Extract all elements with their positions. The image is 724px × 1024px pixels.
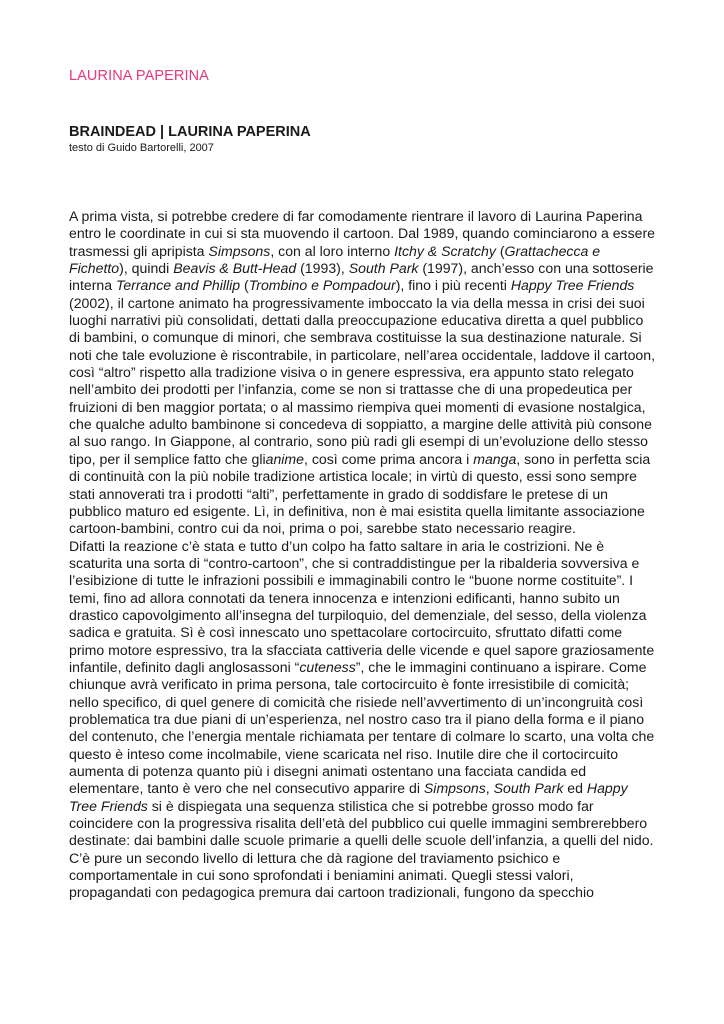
paragraph-text: ,	[485, 780, 494, 797]
italic-title-text: Simpsons	[423, 780, 486, 797]
italic-title-text: Happy Tree Friends	[510, 277, 635, 294]
paragraph-text: ed	[563, 780, 587, 797]
paragraph-text: ), quindi	[119, 260, 174, 277]
italic-title-text: Simpsons	[208, 242, 271, 259]
italic-title-text: Terrance and Phillip	[116, 277, 241, 294]
italic-title-text: Trombino e Pompadour	[248, 277, 396, 294]
italic-title-text: cuteness	[299, 658, 356, 675]
article-byline: testo di Guido Bartorelli, 2007	[69, 142, 214, 154]
paragraph-text: (1997), anch’esso con una sottoserie interna	[69, 260, 654, 294]
paragraph-text: Difatti la reazione c’è stata e tutto d’un colpo ha fatto saltare in aria le costrizioni. Ne è scaturita una sorta di “contro-cartoon”, che si contraddistingue per la ribalderia sovversiva e l’esibizione di tutte le infrazioni possibili e immaginabili contro le “buone norme costituite”. I temi, fino ad allora connotati da tenera innocenza e intenzioni edificanti, hanno subito un drastico capovolgimento all’insegna del turpiloquio, del demenziale, del sesso, della violenza sadica e gratuita. Sì è così innescato uno spettacolare cortocircuito, sfruttato difatti come primo motore espressivo, tra la sfacciata cattiveria delle vicende e quel sapore graziosamente infantile, definito dagli anglosassoni “	[69, 537, 655, 675]
paragraph-text: (1993),	[296, 260, 349, 277]
paragraph-text: ”, che le immagini continuano a ispirare. Come chiunque avrà verificato in prima persona, tale cortocircuito è fonte irresistibile di comicità; nello specifico, di quel genere di comicità che risiede nell’avvertimento di un’incongruità così problematica tra due piani di un’esperienza, nel nostro caso tra il piano della forma e il piano del contenuto, che l’energia mentale richiamata per tentare di colmare lo scarto, una volta che questo è inteso come incolmabile, viene scaricata nel riso. Inutile dire che il cortocircuito aumenta di potenza quanto più i disegni animati ostentano una facciata candida ed elementare, tanto è vero che nel consecutivo apparire di	[69, 658, 655, 797]
italic-title-text: South Park	[348, 260, 419, 277]
article-paragraph	[69, 208, 657, 538]
paragraph-text: , così come prima ancora i	[304, 450, 474, 467]
paragraph-text: , con al loro interno	[270, 242, 395, 259]
paragraph-text: ), fino i più recenti	[395, 277, 511, 294]
italic-title-text: Happy Tree Friends	[69, 780, 628, 814]
italic-title-text: Grattachecca e Fichetto	[69, 242, 601, 277]
paragraph-text: (	[240, 277, 249, 294]
paragraph-text: (2002), il cartone animato ha progressivamente imboccato la via della messa in crisi dei suoi luoghi narrativi più consolidati, dettati dalla preoccupazione educativa diretta a quel pubblico di bambini, o comunque di minori, che sembrava costituisse la sua destinazione naturale. Si noti che tale evoluzione è riscontrabile, in particolare, nell’area occidentale, laddove il cartoon, così “altro” rispetto alla tradizione visiva o in genere espressiva, era appunto stato relegato nell’ambito dei prodotti per l’infanzia, come se non si trattasse che di una propedeutica per fruizioni di ben maggior portata; o al massimo riempiva quei momenti di evasione nostalgica, che qualche adulto bambinone si concedeva di soppiatto, a margine delle attività più consone al suo rango. In Giappone, al contrario, sono più radi gli esempi di un’evoluzione dello stesso tipo, per il semplice fatto che gli	[69, 294, 656, 467]
article-title: BRAINDEAD | LAURINA PAPERINA	[69, 124, 311, 140]
paragraph-text: A prima vista, si potrebbe credere di far comodamente rientrare il lavoro di Laurina Paperina entro le coordinate in cui si sta muovendo il cartoon. Dal 1989, quando cominciarono a essere trasmessi gli apripista	[69, 208, 656, 259]
italic-title-text: anime	[265, 450, 305, 467]
italic-title-text: Beavis & Butt-Head	[173, 260, 297, 277]
paragraph-text: , sono in perfetta scia di continuità con la più nobile tradizione artistica locale; in virtù di questo, essi sono sempre stati annoverati tra i prodotti “alti”, perfettamente in grado di soddisfare le pretese di un pubblico maturo ed esigente. Lì, in definitiva, non è mai esistita quella limitante associazione cartoon-bambini, contro cui da noi, prima o poi, sarebbe stato necessario reagire.	[69, 450, 651, 537]
article-body	[69, 208, 657, 902]
paragraph-text: C’è pure un secondo livello di lettura che dà ragione del traviamento psichico e comportamentale in cui sono sprofondati i beniamini animati. Quegli stessi valori, propagandati con pedagogica premura dai cartoon tradizionali, fungono da specchio	[69, 849, 594, 901]
italic-title-text: Itchy & Scratchy	[394, 242, 496, 259]
italic-title-text: South Park	[493, 780, 564, 797]
italic-title-text: manga	[473, 450, 517, 467]
article-paragraph	[69, 538, 657, 850]
paragraph-text: si è dispiegata una sequenza stilistica che si potrebbe grosso modo far coincidere con la progressiva risalita dell’età del pubblico cui quelle immagini sembrerebbero destinate: dai bambini dalle scuole primarie a quelli delle scuole dell’infanzia, a quelli del nido.	[69, 797, 654, 849]
artist-name-heading: LAURINA PAPERINA	[69, 68, 209, 84]
paragraph-text: (	[495, 242, 505, 259]
article-paragraph	[69, 850, 657, 902]
